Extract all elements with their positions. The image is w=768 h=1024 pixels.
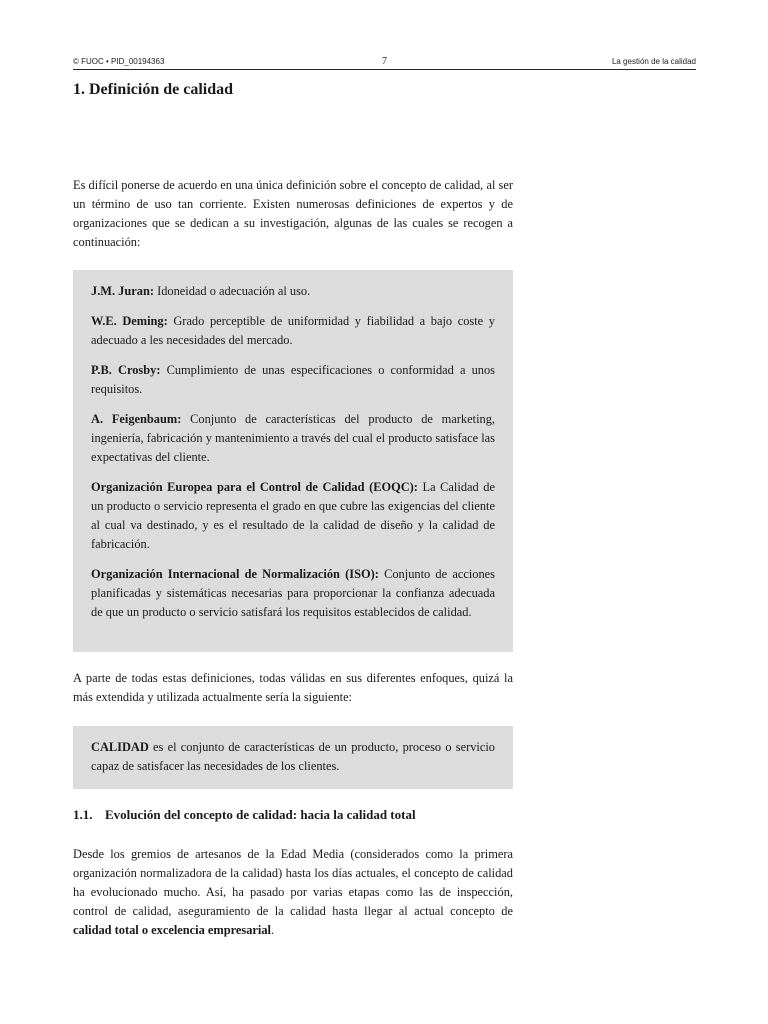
calidad-definition	[91, 738, 495, 776]
definition-item	[91, 410, 495, 467]
body-text-main: Desde los gremios de artesanos de la Edad Media (considerados como la primera organización normalizadora de la calidad) hasta los días actuales, el concepto de calidad ha evolucionado mucho. Así, ha pasado por varias etapas como las de inspección, control de calidad, aseguramiento de la calidad hasta llegar al actual concepto de	[73, 847, 513, 918]
definition-text: Cumplimiento de unas especificaciones o conformidad a unos requisitos.	[91, 363, 495, 396]
subsection-number: 1.1.	[73, 807, 93, 822]
body-paragraph	[73, 669, 513, 707]
body-text-emphasis: calidad total o excelencia empresarial	[73, 923, 271, 937]
subsection-title	[73, 807, 416, 823]
definition-author: Organización Europea para el Control de Calidad (EOQC):	[91, 480, 418, 494]
header-page-number: 7	[382, 56, 387, 67]
body-text	[73, 845, 513, 940]
definition-item	[91, 282, 495, 301]
calidad-term: CALIDAD	[91, 740, 149, 754]
section-title: 1. Definición de calidad	[73, 81, 234, 98]
definition-text: La Calidad de un producto o servicio representa el grado en que cubre las exigencias del cliente al cual va destinado, y es el resultado de la calidad de diseño y la calidad de fabricación.	[91, 480, 495, 551]
intro-paragraph	[73, 176, 513, 252]
definition-item	[91, 361, 495, 399]
page-header	[73, 56, 696, 70]
definition-author: P.B. Crosby:	[91, 363, 161, 377]
definition-item	[91, 565, 495, 622]
definition-item	[91, 312, 495, 350]
definition-text: Conjunto de características del producto de marketing, ingeniería, fabricación y mantenimiento a través del cual el producto satisface las expectativas del cliente.	[91, 412, 495, 464]
definitions-box	[73, 270, 513, 652]
definition-text: Grado perceptible de uniformidad y fiabilidad a bajo coste y adecuado a les necesidades del mercado.	[91, 314, 495, 347]
definition-item	[91, 478, 495, 554]
intro-text: Es difícil ponerse de acuerdo en una única definición sobre el concepto de calidad, al ser un término de uso tan corriente. Existen numerosas definiciones de expertos y de organizaciones que se dedican a su investigación, algunas de las cuales se recogen a continuación:	[73, 178, 513, 249]
body-paragraph	[73, 845, 513, 940]
definition-author: Organización Internacional de Normalización (ISO):	[91, 567, 379, 581]
header-document-title: La gestión de la calidad	[611, 57, 696, 66]
header-document-id: © FUOC • PID_00194363	[73, 57, 165, 66]
definition-author: W.E. Deming:	[91, 314, 168, 328]
definition-author: A. Feigenbaum:	[91, 412, 182, 426]
body-text: A parte de todas estas definiciones, todas válidas en sus diferentes enfoques, quizá la más extendida y utilizada actualmente sería la siguiente:	[73, 671, 513, 704]
calidad-definition-box	[73, 726, 513, 789]
subsection-title-text: Evolución del concepto de calidad: hacia la calidad total	[105, 807, 416, 822]
calidad-text: es el conjunto de características de un producto, proceso o servicio capaz de satisfacer las necesidades de los clientes.	[91, 740, 495, 773]
definition-text: Conjunto de acciones planificadas y sistemáticas necesarias para proporcionar la confianza adecuada de que un producto o servicio satisfará los requisitos establecidos de calidad.	[91, 567, 495, 619]
body-text-end: .	[270, 923, 275, 937]
definition-author: J.M. Juran:	[91, 284, 154, 298]
definition-text: Idoneidad o adecuación al uso.	[153, 284, 311, 298]
